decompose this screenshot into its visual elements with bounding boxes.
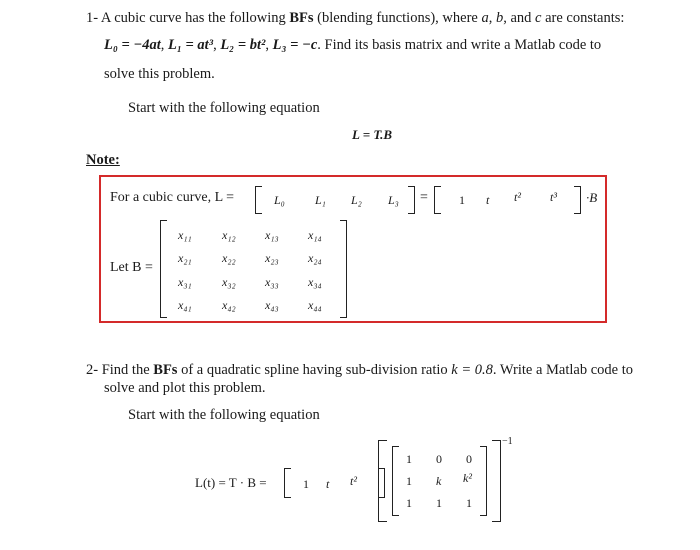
t-vector-item: t² — [514, 190, 521, 204]
eq-L0: L₀ = −4at — [104, 37, 161, 53]
b-matrix-cell: x₄₄ — [308, 298, 322, 312]
q2-text-a: Find the — [101, 362, 154, 378]
l-vector-item: L₂ — [351, 193, 362, 207]
q2-t-item: t² — [350, 474, 357, 488]
q1-line2-rest: . Find its basis matrix and write a Matlab code to — [317, 37, 602, 53]
b-matrix-cell: x₂₂ — [222, 251, 236, 265]
b-matrix-cell: x₃₃ — [265, 275, 279, 289]
q1-bfs: BFs — [289, 10, 314, 26]
q2-start-with: Start with the following equation — [128, 407, 320, 423]
q2-eq-prefix: L(t) = T · B = — [195, 475, 267, 490]
q1-line-3: solve this problem. — [104, 66, 215, 82]
q2-bfs: BFs — [153, 362, 178, 378]
b-matrix-cell: x₁₃ — [265, 228, 279, 242]
b-matrix-cell: x₄₃ — [265, 298, 279, 312]
note-label: Note: — [86, 152, 120, 168]
q2-matrix-cell: k — [436, 474, 442, 488]
b-matrix-cell: x₁₁ — [178, 228, 192, 242]
q2-t-item: t — [326, 477, 330, 491]
var-b: b — [495, 10, 504, 26]
inverse-exponent: −1 — [502, 436, 513, 447]
q1-text-c: (blending functions), where — [313, 10, 482, 26]
var-c: c — [535, 10, 542, 26]
l-vector-item: L₀ — [274, 193, 285, 207]
b-matrix-cell: x₂₁ — [178, 251, 192, 265]
equals-sign: = — [420, 190, 428, 205]
k-equals: k = 0.8 — [451, 362, 493, 378]
q2-matrix-cell: 1 — [406, 474, 412, 488]
q2-line-1 — [86, 362, 633, 379]
b-matrix-cell: x₁₄ — [308, 228, 322, 242]
q2-matrix-cell: 0 — [466, 452, 472, 466]
b-matrix-cell: x₃₄ — [308, 275, 322, 289]
t-vector-item: t³ — [550, 190, 557, 204]
q2-big-bracket-left — [378, 440, 387, 522]
b-matrix-bracket-left — [160, 220, 167, 318]
b-matrix-cell: x₂₄ — [308, 251, 322, 265]
q2-matrix-bracket-left — [392, 446, 399, 516]
q1-text-a: A cubic curve has the following — [100, 10, 290, 26]
q2-t-item: 1 — [303, 477, 309, 491]
t-vector-bracket-left — [434, 186, 441, 214]
q2-t-bracket-left — [284, 468, 291, 498]
q1-and: , and — [503, 10, 536, 26]
b-matrix-cell: x₁₂ — [222, 228, 236, 242]
l-vector-item: L₃ — [388, 193, 399, 207]
t-vector-item: 1 — [459, 193, 465, 207]
eq-L2: L₂ = bt² — [220, 37, 266, 53]
eq-L1: L₁ = at³ — [168, 37, 214, 53]
b-matrix-cell: x₃₁ — [178, 275, 192, 289]
q1-equation: L = T.B — [352, 127, 393, 142]
dot-b: ·B — [586, 190, 598, 205]
b-matrix-cell: x₄₂ — [222, 298, 236, 312]
q1-start-with: Start with the following equation — [128, 100, 320, 116]
var-a: a — [481, 10, 489, 26]
b-matrix-bracket-right — [340, 220, 347, 318]
t-vector-bracket-right — [574, 186, 581, 214]
b-matrix-cell: x₃₂ — [222, 275, 236, 289]
q2-line-2: solve and plot this problem. — [104, 380, 266, 396]
q2-matrix-bracket-right — [480, 446, 487, 516]
l-vector-bracket-right — [408, 186, 415, 214]
q2-number: 2- — [86, 362, 99, 378]
q2-matrix-cell: 1 — [406, 452, 412, 466]
l-vector-bracket-left — [255, 186, 262, 214]
q1-number: 1- — [86, 10, 99, 26]
b-matrix-cell: x₂₃ — [265, 251, 279, 265]
q2-matrix-cell: 0 — [436, 452, 442, 466]
q2-text-c: of a quadratic spline having sub-division ratio — [177, 362, 452, 378]
let-b-label: Let B = — [110, 260, 153, 275]
q1-line-2: L₀ = −4at, L₁ = at³, L₂ = bt², L₃ = −c. Find its basis matrix and write a Matlab code to — [104, 37, 602, 53]
q2-matrix-cell: 1 — [466, 496, 472, 510]
note-row1-prefix: For a cubic curve, L = — [110, 190, 234, 205]
q1-text-d: are constants: — [541, 10, 625, 26]
q1-comma: , — [488, 10, 496, 26]
q2-matrix-cell: 1 — [406, 496, 412, 510]
q2-matrix-cell: 1 — [436, 496, 442, 510]
t-vector-item: t — [486, 193, 490, 207]
b-matrix-cell: x₄₁ — [178, 298, 192, 312]
q2-text-d: . Write a Matlab code to — [492, 362, 633, 378]
q2-big-bracket-right — [492, 440, 501, 522]
q1-line-1 — [86, 10, 624, 27]
eq-L3: L₃ = −c — [272, 37, 318, 53]
l-vector-item: L₁ — [315, 193, 326, 207]
q2-matrix-cell: k² — [463, 471, 472, 485]
